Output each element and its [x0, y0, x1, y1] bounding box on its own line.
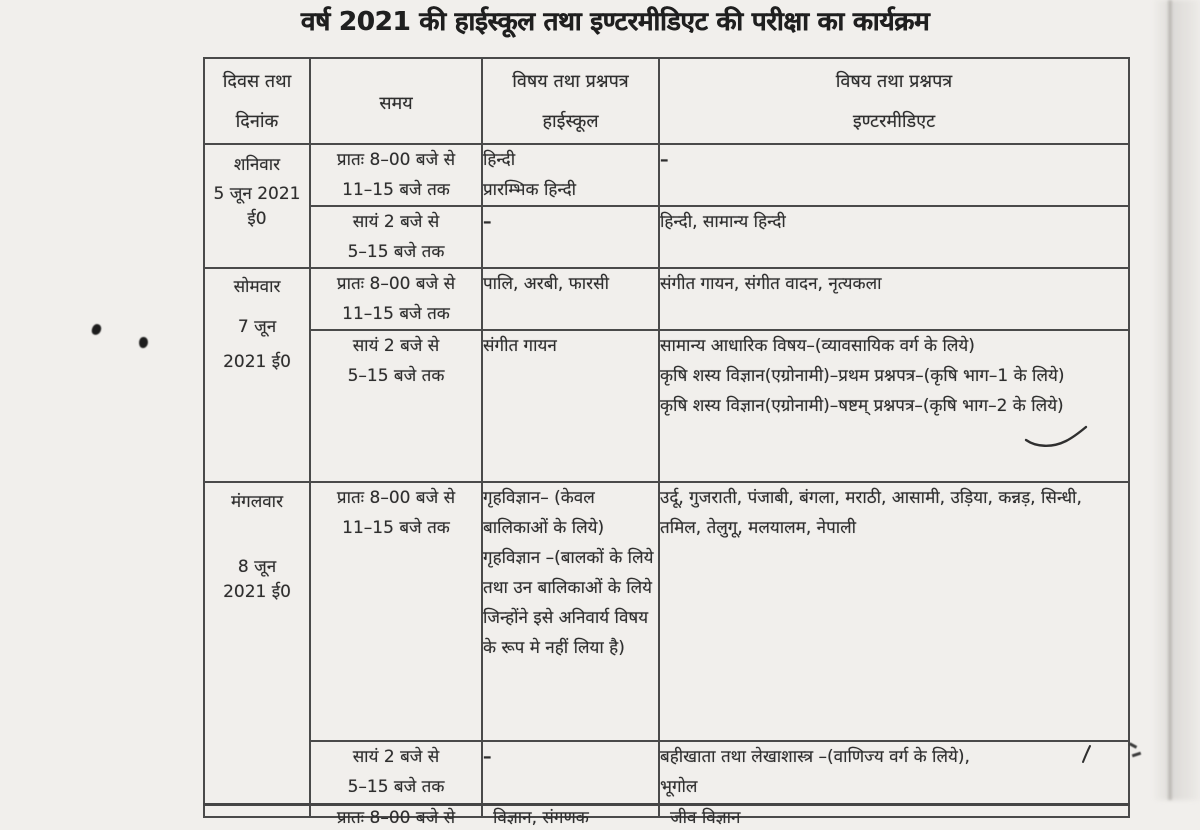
- intermediate-cell: [659, 482, 1129, 741]
- day-era: 2021 ई0: [223, 352, 291, 372]
- table-row-partial: [204, 804, 1129, 817]
- table-row: [204, 482, 1129, 741]
- day-cell-partial: [204, 804, 310, 817]
- subject-line: हिन्दी, सामान्य हिन्दी: [660, 212, 786, 232]
- highschool-cell-partial: [482, 804, 659, 828]
- subject-line: जीव विज्ञान: [670, 807, 741, 828]
- subject-line: संगीत गायन: [483, 336, 557, 356]
- time-line1: प्रातः 8–00 बजे से: [336, 274, 456, 294]
- day-cell-tuesday: [204, 482, 310, 804]
- table-row: [204, 206, 1129, 268]
- subject-line: कृषि शस्य विज्ञान(एग्रोनामी)–प्रथम प्रश्नपत्र–(कृषि भाग–1 के लिये): [660, 366, 1065, 386]
- header-highschool-label: हाईस्कूल: [542, 111, 599, 132]
- intermediate-cell: [659, 206, 1129, 268]
- time-line1: प्रातः 8–00 बजे से: [336, 488, 456, 508]
- time-cell-evening: [310, 206, 482, 268]
- table-row: [204, 144, 1129, 206]
- day-era: 2021 ई0: [223, 582, 291, 602]
- subject-line: बहीखाता तथा लेखाशास्त्र –(वाणिज्य वर्ग के लिये),: [660, 747, 970, 767]
- subject-line: संगीत गायन, संगीत वादन, नृत्यकला: [660, 274, 882, 294]
- time-cell-partial: [310, 804, 482, 828]
- header-cell-intermediate: [659, 58, 1129, 144]
- pen-comma-mark: [1080, 744, 1094, 764]
- edge-pen-mark: [1129, 742, 1137, 748]
- time-cell-morning: [310, 144, 482, 206]
- subject-line: कृषि शस्य विज्ञान(एग्रोनामी)–षष्टम् प्रश्नपत्र–(कृषि भाग–2 के लिये): [660, 396, 1064, 416]
- time-line2: 5–15 बजे तक: [347, 366, 445, 386]
- highschool-cell: [482, 741, 659, 804]
- time-line2: 5–15 बजे तक: [347, 777, 445, 797]
- highschool-cell: [482, 330, 659, 482]
- day-era: ई0: [247, 209, 267, 229]
- time-line1: प्रातः 8–00 बजे से: [336, 807, 456, 828]
- scanner-streak: [1168, 0, 1172, 800]
- scanner-shadow-band: [1152, 0, 1200, 800]
- highschool-cell: [482, 268, 659, 330]
- time-line2: 5–15 बजे तक: [347, 242, 445, 262]
- day-cell-monday: [204, 268, 310, 482]
- time-line2: 11–15 बजे तक: [342, 518, 450, 538]
- no-exam-dash: –: [483, 212, 492, 232]
- intermediate-cell: [659, 144, 1129, 206]
- highschool-cell: [482, 206, 659, 268]
- subject-line: उर्दू, गुजराती, पंजाबी, बंगला, मराठी, आसामी, उड़िया, कन्नड़, सिन्धी, तमिल, तेलुगू, मलयालम, नेपाली: [660, 488, 1082, 538]
- header-cell-day: [204, 58, 310, 144]
- ink-blot: [91, 323, 102, 336]
- header-subject-line: विषय तथा प्रश्नपत्र: [512, 71, 629, 92]
- day-date: 7 जून: [237, 317, 277, 337]
- intermediate-cell: [659, 268, 1129, 330]
- day-name: सोमवार: [233, 277, 281, 297]
- highschool-cell: [482, 482, 659, 741]
- day-date: 5 जून 2021: [213, 184, 301, 204]
- subject-line: गृहविज्ञान –(बालकों के लिये तथा उन बालिकाओं के लिये जिन्होंने इसे अनिवार्य विषय के रूप मे नहीं लिया है): [483, 548, 654, 658]
- header-cell-time: [310, 58, 482, 144]
- page-title: वर्ष 2021 की हाईस्कूल तथा इण्टरमीडिएट की परीक्षा का कार्यक्रम: [300, 7, 930, 37]
- time-line2: 11–15 बजे तक: [342, 304, 450, 324]
- table-row: [204, 741, 1129, 804]
- time-cell-evening: [310, 330, 482, 482]
- no-exam-dash: –: [660, 150, 669, 170]
- no-exam-dash: –: [483, 747, 492, 767]
- header-day-line1: दिवस तथा: [222, 71, 292, 92]
- time-line1: सायं 2 बजे से: [352, 336, 440, 356]
- subject-line: विज्ञान, संगणक: [493, 807, 589, 828]
- header-subject-line: विषय तथा प्रश्नपत्र: [835, 71, 953, 92]
- intermediate-cell-partial: [659, 804, 1129, 828]
- subject-line: हिन्दी: [483, 150, 516, 170]
- day-name: मंगलवार: [230, 492, 284, 512]
- time-cell-morning: [310, 482, 482, 741]
- time-line2: 11–15 बजे तक: [342, 180, 450, 200]
- time-cell-evening: [310, 741, 482, 804]
- day-date: 8 जून: [237, 557, 277, 577]
- intermediate-cell: [659, 330, 1129, 482]
- time-cell-morning: [310, 268, 482, 330]
- time-line1: सायं 2 बजे से: [352, 212, 440, 232]
- header-time-label: समय: [379, 93, 413, 114]
- edge-pen-mark: [1132, 752, 1141, 758]
- exam-schedule-table: [203, 57, 1130, 828]
- table-header-row: [204, 58, 1129, 144]
- subject-line: गृहविज्ञान– (केवल बालिकाओं के लिये): [483, 488, 605, 538]
- header-day-line2: दिनांक: [235, 111, 279, 132]
- table-row: [204, 330, 1129, 482]
- time-line1: सायं 2 बजे से: [352, 747, 440, 767]
- highschool-cell: [482, 144, 659, 206]
- subject-line: सामान्य आधारिक विषय–(व्यावसायिक वर्ग के लिये): [660, 336, 975, 356]
- subject-line: भूगोल: [660, 777, 698, 797]
- time-line1: प्रातः 8–00 बजे से: [336, 150, 456, 170]
- table-row: [204, 268, 1129, 330]
- subject-line: पालि, अरबी, फारसी: [483, 274, 610, 294]
- day-name: शनिवार: [233, 155, 281, 175]
- ink-blot: [138, 336, 148, 348]
- intermediate-cell: [659, 741, 1129, 804]
- header-cell-highschool: [482, 58, 659, 144]
- header-intermediate-label: इण्टरमीडिएट: [852, 111, 936, 132]
- day-cell-saturday: [204, 144, 310, 268]
- subject-line: प्रारम्भिक हिन्दी: [483, 180, 577, 200]
- pen-check-mark: [1022, 424, 1094, 450]
